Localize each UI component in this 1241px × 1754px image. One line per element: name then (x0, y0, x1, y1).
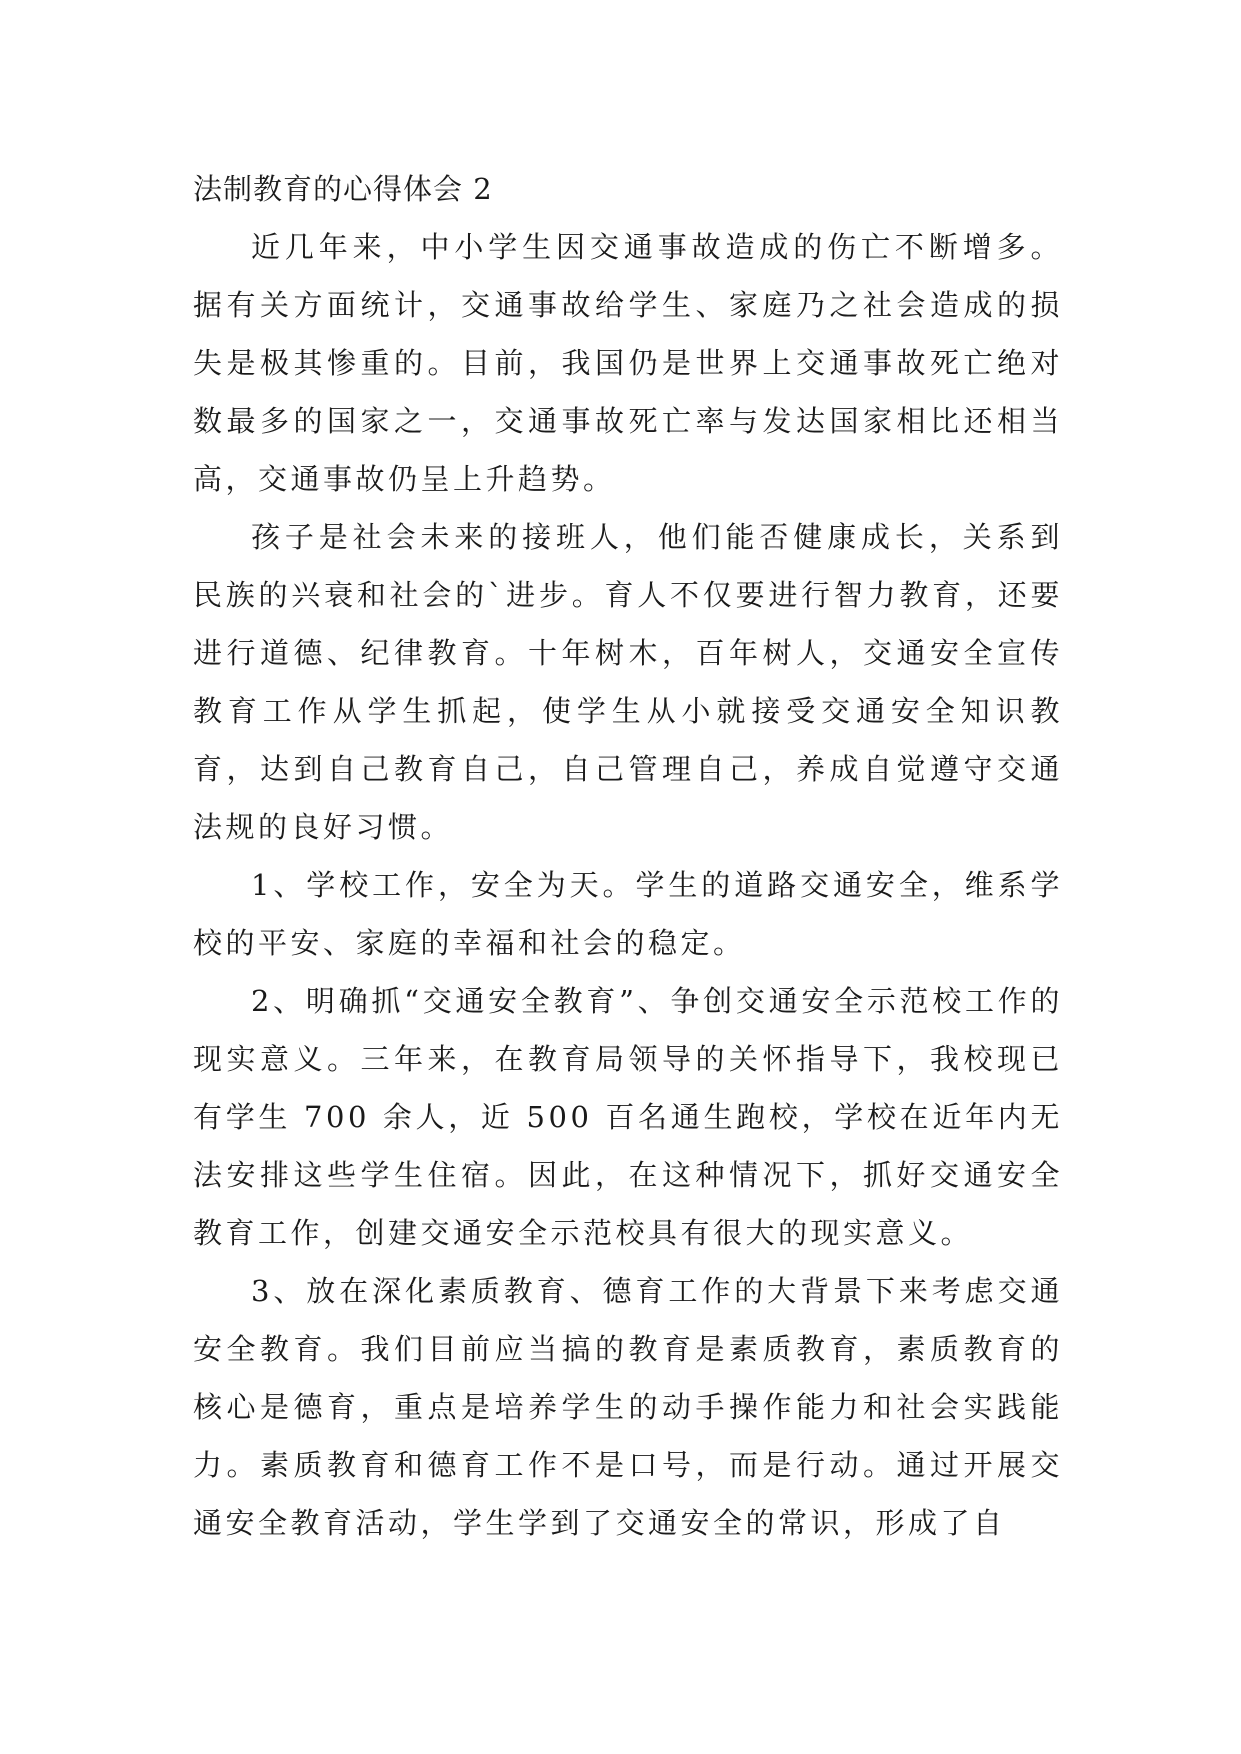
paragraph-2: 孩子是社会未来的接班人，他们能否健康成长，关系到民族的兴衰和社会的`进步。育人不仅要进行智力教育，还要进行道德、纪律教育。十年树木，百年树人，交通安全宣传教育工作从学生抓起，使学生从小就接受交通安全知识教育，达到自己教育自己，自己管理自己，养成自觉遵守交通法规的良好习惯。 (193, 520, 1063, 844)
paragraph-1: 近几年来，中小学生因交通事故造成的伤亡不断增多。据有关方面统计，交通事故给学生、家庭乃之社会造成的损失是极其惨重的。目前，我国仍是世界上交通事故死亡绝对数最多的国家之一，交通事故死亡率与发达国家相比还相当高，交通事故仍呈上升趋势。 (193, 230, 1063, 496)
paragraph-5: 3、放在深化素质教育、德育工作的大背景下来考虑交通安全教育。我们目前应当搞的教育是素质教育，素质教育的核心是德育，重点是培养学生的动手操作能力和社会实践能力。素质教育和德育工作不是口号，而是行动。通过开展交通安全教育活动，学生学到了交通安全的常识，形成了自 (193, 1274, 1063, 1540)
paragraph-3: 1、学校工作，安全为天。学生的道路交通安全，维系学校的平安、家庭的幸福和社会的稳定。 (193, 868, 1063, 960)
document-page (193, 160, 1063, 1552)
document-title: 法制教育的心得体会 2 (193, 172, 493, 206)
paragraph-4: 2、明确抓“交通安全教育”、争创交通安全示范校工作的现实意义。三年来，在教育局领导的关怀指导下，我校现已有学生 700 余人，近 500 百名通生跑校，学校在近年内无法安排这些学生住宿。因此，在这种情况下，抓好交通安全教育工作，创建交通安全示范校具有很大的现实意义。 (193, 984, 1063, 1250)
